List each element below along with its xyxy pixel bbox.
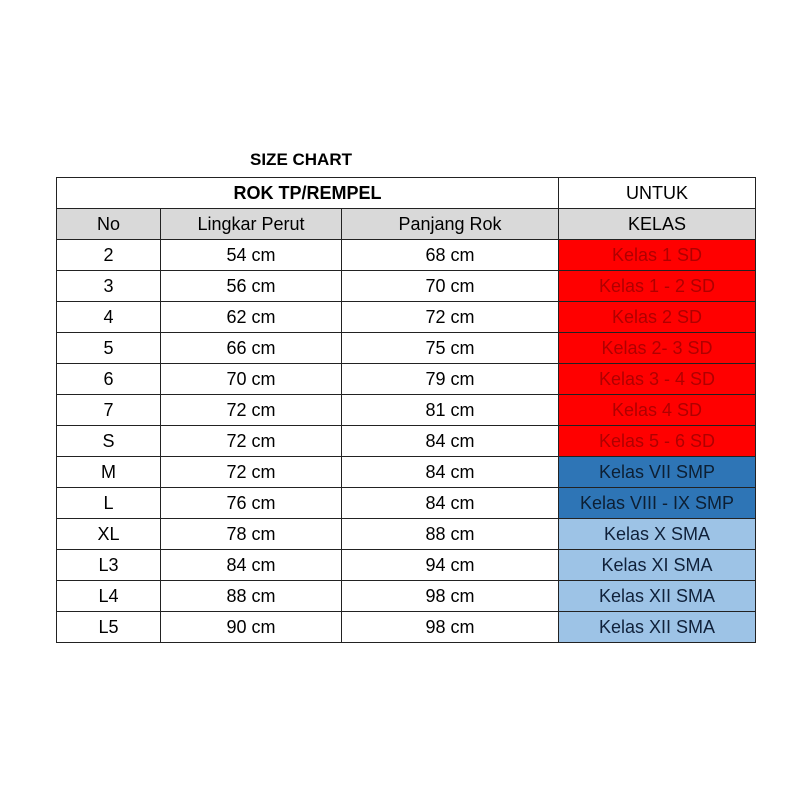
cell-no: L3 bbox=[57, 550, 161, 581]
header-panjang-rok: Panjang Rok bbox=[342, 209, 559, 240]
cell-lingkar-perut: 56 cm bbox=[161, 271, 342, 302]
cell-no: XL bbox=[57, 519, 161, 550]
untuk-header: UNTUK bbox=[559, 178, 756, 209]
cell-lingkar-perut: 62 cm bbox=[161, 302, 342, 333]
cell-kelas: Kelas 2- 3 SD bbox=[559, 333, 756, 364]
cell-panjang-rok: 81 cm bbox=[342, 395, 559, 426]
cell-kelas: Kelas VIII - IX SMP bbox=[559, 488, 756, 519]
table-row bbox=[57, 519, 756, 550]
cell-no: 5 bbox=[57, 333, 161, 364]
table-row bbox=[57, 333, 756, 364]
cell-panjang-rok: 98 cm bbox=[342, 612, 559, 643]
cell-panjang-rok: 84 cm bbox=[342, 488, 559, 519]
table-row bbox=[57, 581, 756, 612]
table-row bbox=[57, 550, 756, 581]
cell-lingkar-perut: 88 cm bbox=[161, 581, 342, 612]
cell-no: 2 bbox=[57, 240, 161, 271]
cell-no: L bbox=[57, 488, 161, 519]
group-header: ROK TP/REMPEL bbox=[57, 178, 559, 209]
cell-panjang-rok: 84 cm bbox=[342, 457, 559, 488]
table-row bbox=[57, 426, 756, 457]
cell-kelas: Kelas X SMA bbox=[559, 519, 756, 550]
cell-kelas: Kelas XI SMA bbox=[559, 550, 756, 581]
table-row bbox=[57, 240, 756, 271]
cell-lingkar-perut: 72 cm bbox=[161, 457, 342, 488]
cell-panjang-rok: 70 cm bbox=[342, 271, 559, 302]
header-kelas: KELAS bbox=[559, 209, 756, 240]
cell-no: 6 bbox=[57, 364, 161, 395]
cell-no: L5 bbox=[57, 612, 161, 643]
cell-lingkar-perut: 78 cm bbox=[161, 519, 342, 550]
cell-lingkar-perut: 72 cm bbox=[161, 426, 342, 457]
cell-kelas: Kelas 5 - 6 SD bbox=[559, 426, 756, 457]
cell-kelas: Kelas XII SMA bbox=[559, 581, 756, 612]
cell-lingkar-perut: 76 cm bbox=[161, 488, 342, 519]
cell-lingkar-perut: 54 cm bbox=[161, 240, 342, 271]
cell-lingkar-perut: 90 cm bbox=[161, 612, 342, 643]
size-rows bbox=[57, 240, 756, 643]
header-lingkar-perut: Lingkar Perut bbox=[161, 209, 342, 240]
table-row bbox=[57, 395, 756, 426]
size-chart-table bbox=[56, 177, 756, 643]
cell-no: S bbox=[57, 426, 161, 457]
cell-no: L4 bbox=[57, 581, 161, 612]
header-no: No bbox=[57, 209, 161, 240]
cell-panjang-rok: 72 cm bbox=[342, 302, 559, 333]
table-row bbox=[57, 364, 756, 395]
column-header-row bbox=[57, 209, 756, 240]
cell-lingkar-perut: 70 cm bbox=[161, 364, 342, 395]
cell-kelas: Kelas 3 - 4 SD bbox=[559, 364, 756, 395]
cell-panjang-rok: 84 cm bbox=[342, 426, 559, 457]
cell-lingkar-perut: 72 cm bbox=[161, 395, 342, 426]
cell-no: M bbox=[57, 457, 161, 488]
cell-panjang-rok: 94 cm bbox=[342, 550, 559, 581]
table-row bbox=[57, 612, 756, 643]
cell-lingkar-perut: 84 cm bbox=[161, 550, 342, 581]
cell-panjang-rok: 79 cm bbox=[342, 364, 559, 395]
table-row bbox=[57, 302, 756, 333]
table-row bbox=[57, 457, 756, 488]
cell-kelas: Kelas XII SMA bbox=[559, 612, 756, 643]
table-row bbox=[57, 488, 756, 519]
cell-lingkar-perut: 66 cm bbox=[161, 333, 342, 364]
cell-no: 3 bbox=[57, 271, 161, 302]
table-row bbox=[57, 271, 756, 302]
cell-panjang-rok: 68 cm bbox=[342, 240, 559, 271]
group-header-row bbox=[57, 178, 756, 209]
cell-kelas: Kelas VII SMP bbox=[559, 457, 756, 488]
cell-no: 7 bbox=[57, 395, 161, 426]
cell-panjang-rok: 98 cm bbox=[342, 581, 559, 612]
cell-kelas: Kelas 1 SD bbox=[559, 240, 756, 271]
cell-kelas: Kelas 2 SD bbox=[559, 302, 756, 333]
cell-kelas: Kelas 1 - 2 SD bbox=[559, 271, 756, 302]
cell-kelas: Kelas 4 SD bbox=[559, 395, 756, 426]
cell-panjang-rok: 88 cm bbox=[342, 519, 559, 550]
cell-panjang-rok: 75 cm bbox=[342, 333, 559, 364]
page-title: SIZE CHART bbox=[250, 150, 352, 169]
cell-no: 4 bbox=[57, 302, 161, 333]
